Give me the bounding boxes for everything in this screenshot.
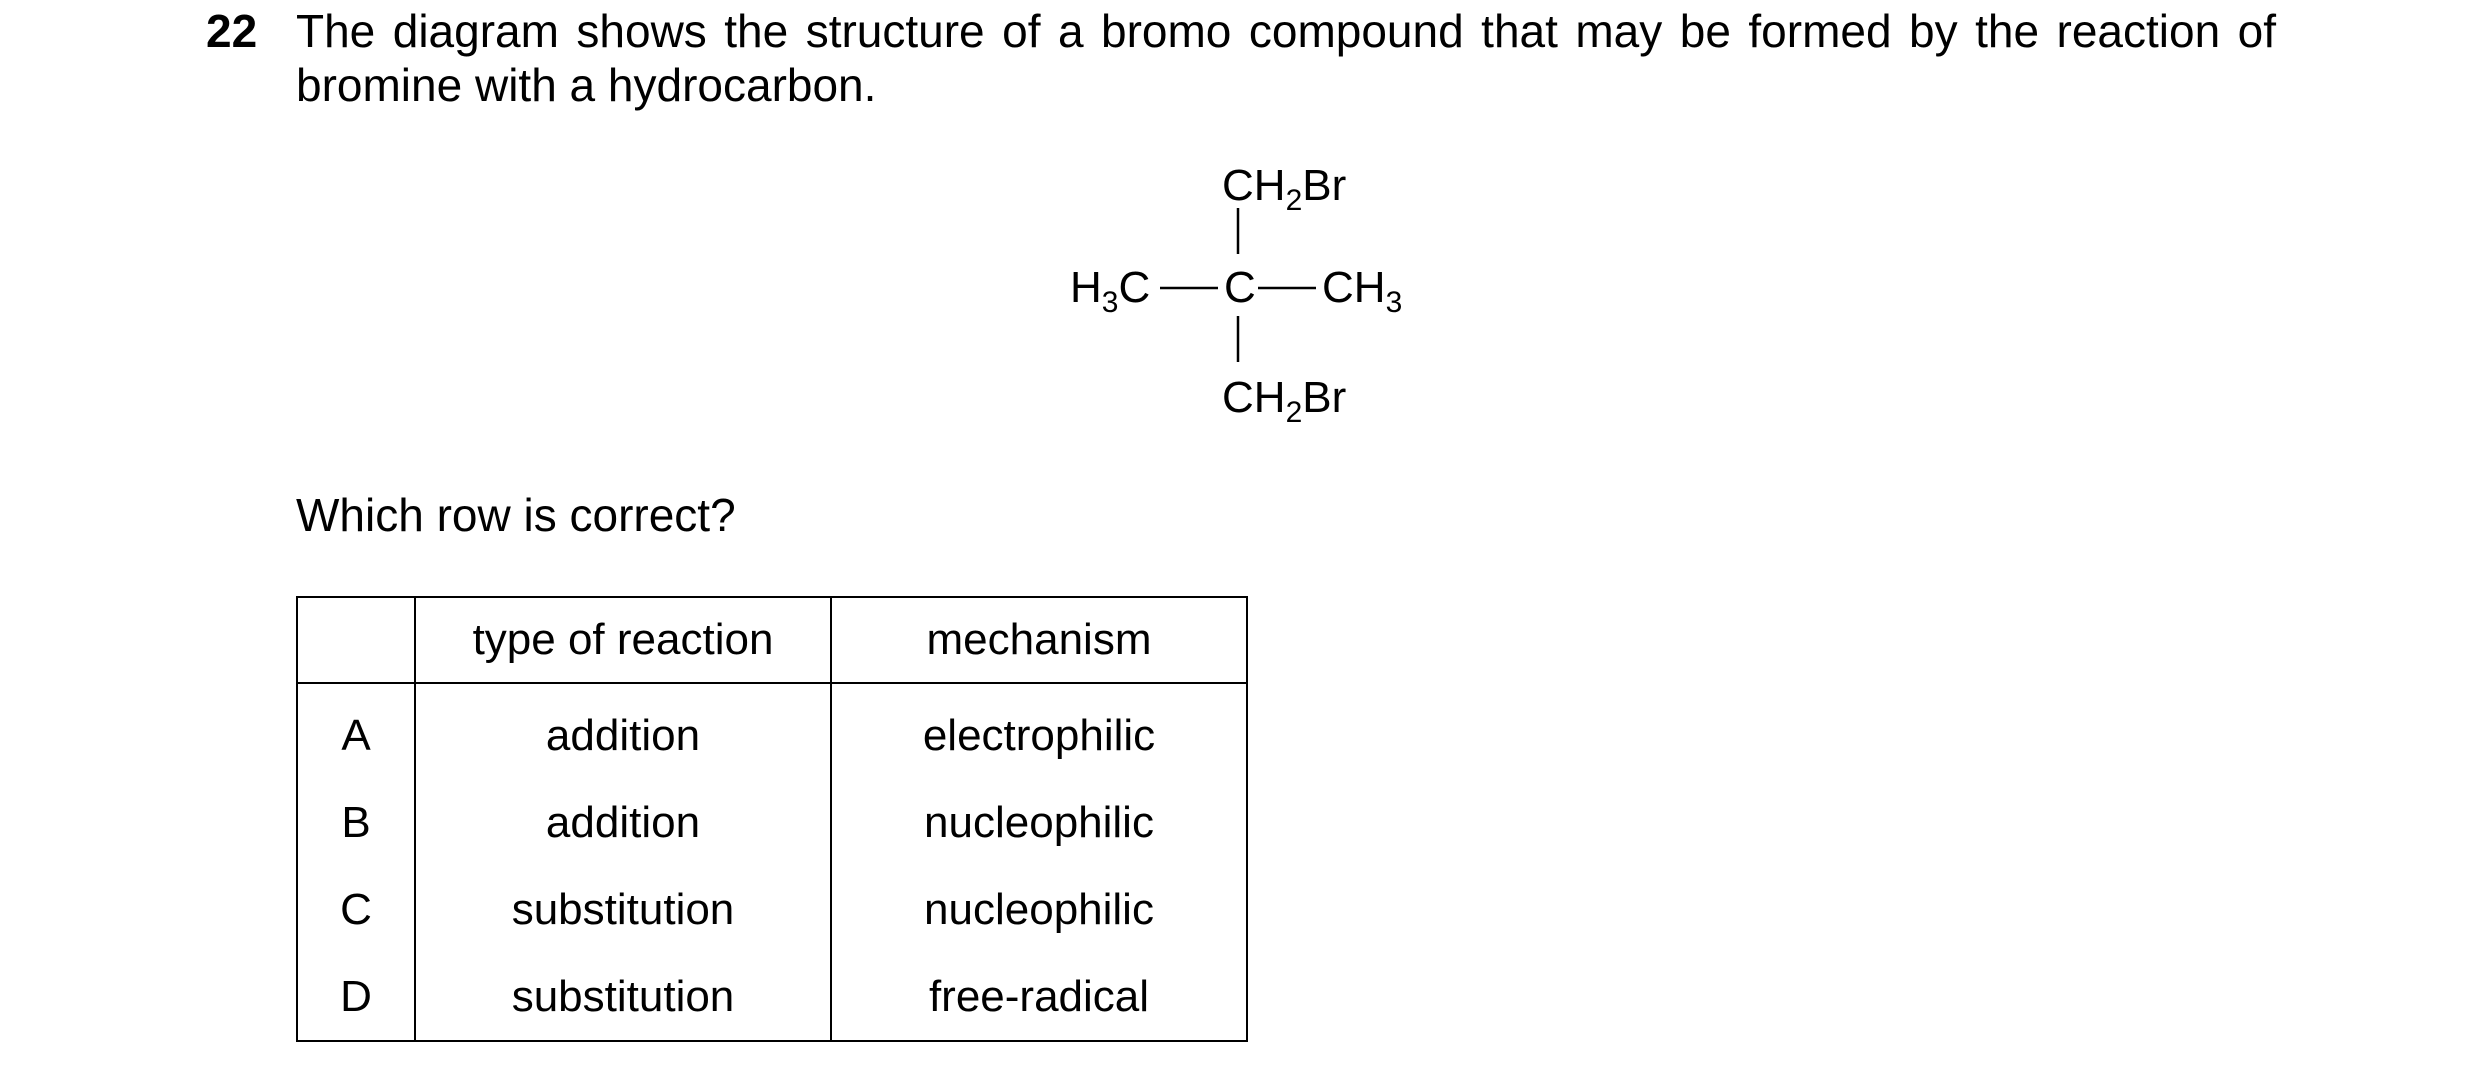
table-header-row: [297, 597, 1247, 683]
table-row: [297, 683, 1247, 779]
row-letter: D: [297, 953, 415, 1041]
right-group: $CH_3$: [1322, 263, 1403, 319]
row-letter: A: [297, 683, 415, 779]
question-prompt: Which row is correct?: [296, 489, 736, 541]
header-mechanism: mechanism: [831, 597, 1247, 683]
structural-formula-svg: [1040, 150, 1460, 440]
row-letter: B: [297, 779, 415, 866]
bottom-group: $CH_2Br$: [1222, 373, 1347, 429]
structural-formula: [1040, 150, 1460, 440]
row-mechanism: free-radical: [831, 953, 1247, 1041]
left-group: $H_3C$: [1070, 263, 1151, 319]
row-letter: C: [297, 866, 415, 953]
top-group: $CH_2Br$: [1222, 161, 1347, 217]
row-mechanism: nucleophilic: [831, 779, 1247, 866]
row-mechanism: electrophilic: [831, 683, 1247, 779]
row-type-of-reaction: substitution: [415, 953, 831, 1041]
row-type-of-reaction: addition: [415, 683, 831, 779]
header-letter: [297, 597, 415, 683]
table-row: [297, 866, 1247, 953]
answer-table: [296, 596, 1248, 1042]
header-type-of-reaction: type of reaction: [415, 597, 831, 683]
row-mechanism: nucleophilic: [831, 866, 1247, 953]
center-atom: C: [1224, 263, 1256, 312]
question-stem: The diagram shows the structure of a bromo compound that may be formed by the reaction of bromine with a hydrocarbon.: [296, 5, 2276, 111]
table-row: [297, 779, 1247, 866]
table-row: [297, 953, 1247, 1041]
question-number: 22: [206, 5, 258, 57]
row-type-of-reaction: addition: [415, 779, 831, 866]
row-type-of-reaction: substitution: [415, 866, 831, 953]
